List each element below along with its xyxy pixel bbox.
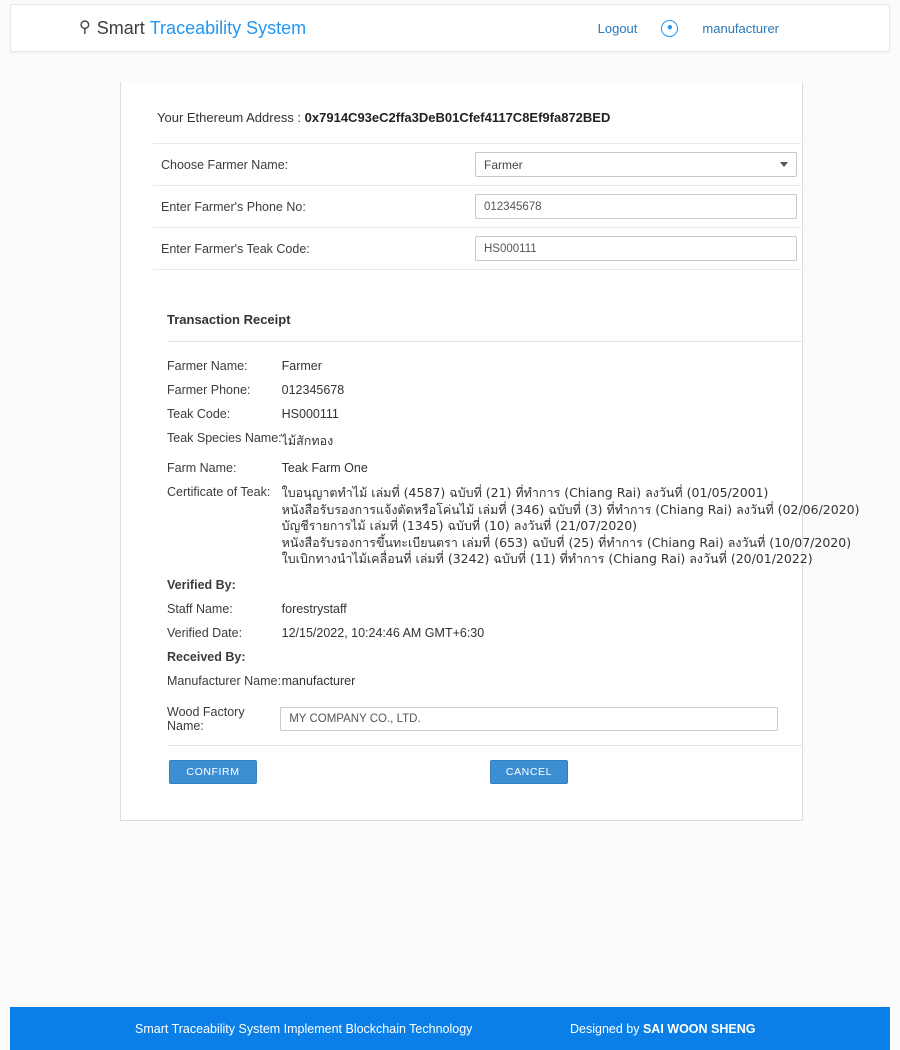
certificate-item: ใบอนุญาตทำไม้ เล่มที่ (4587) ฉบับที่ (21) ที่ทำการ (Chiang Rai) ลงวันที่ (01/05/2001): [281, 485, 769, 500]
ethereum-address-line: [157, 110, 778, 125]
receipt-certificate-label: Certificate of Teak:: [167, 485, 271, 499]
app-header: [10, 4, 890, 52]
receipt-species-label: Teak Species Name:: [167, 431, 282, 445]
footer-designed-by-prefix: Designed by: [570, 1021, 643, 1036]
receipt-farmer-name-value: Farmer: [281, 359, 322, 373]
receipt-divider: [167, 341, 803, 342]
receipt-details: [167, 354, 860, 693]
footer-right-text: [570, 1022, 755, 1036]
confirm-button[interactable]: CONFIRM: [169, 760, 257, 784]
action-buttons: [145, 760, 778, 786]
farmer-phone-label: Enter Farmer's Phone No:: [161, 199, 306, 214]
farmer-name-selected-value: Farmer: [484, 157, 523, 172]
receipt-certificate-list: [282, 480, 860, 573]
wood-factory-label: Wood Factory Name:: [167, 704, 245, 733]
cancel-button[interactable]: CANCEL: [490, 760, 568, 784]
certificate-item: ใบเบิกทางนำไม้เคลื่อนที่ เล่มที่ (3242) ฉบับที่ (11) ที่ทำการ (Chiang Rai) ลงวันที่ (20/01/2022): [281, 551, 813, 566]
receipt-farmer-name-label: Farmer Name:: [167, 359, 248, 373]
teak-code-label: Enter Farmer's Teak Code:: [161, 241, 310, 256]
logout-link[interactable]: Logout: [597, 20, 638, 36]
wood-factory-input[interactable]: [280, 707, 778, 731]
location-pin-icon: ⚲: [79, 19, 91, 36]
receipt-farm-name-label: Farm Name:: [167, 461, 237, 475]
teak-code-input[interactable]: [475, 236, 797, 261]
brand-second-word: Traceability System: [149, 17, 307, 38]
form-row-farmer-name: [153, 144, 801, 186]
receipt-staff-name-label: Staff Name:: [167, 601, 233, 616]
receipt-row-verified-by: [167, 573, 860, 597]
receipt-teak-code-value: HS000111: [281, 407, 339, 421]
brand-first-word: Smart: [96, 17, 145, 38]
receipt-farmer-phone-label: Farmer Phone:: [167, 383, 251, 397]
farmer-phone-input[interactable]: [475, 194, 797, 219]
certificate-item: หนังสือรับรองการแจ้งตัดหรือโค่นไม้ เล่มที่ (346) ฉบับที่ (3) ที่ทำการ (Chiang Rai) ลงวันที่ (02/06/2020): [281, 501, 860, 517]
brand: [79, 18, 306, 39]
form-row-teak-code: [153, 228, 801, 270]
farmer-name-label: Choose Farmer Name:: [161, 157, 289, 172]
page-footer: [10, 1007, 890, 1050]
ethereum-address-value: 0x7914C93eC2ffa3DeB01Cfef4117C8Ef9fa872BED: [304, 110, 611, 125]
card-body: [121, 82, 860, 820]
receipt-row-species: [167, 426, 860, 456]
receipt-teak-code-label: Teak Code:: [167, 407, 231, 421]
receipt-farm-name-value: Teak Farm One: [281, 461, 368, 475]
farmer-name-select[interactable]: [475, 152, 797, 177]
main-card: [120, 82, 860, 821]
footer-designer-name: SAI WOON SHENG: [642, 1021, 756, 1036]
footer-divider: [167, 745, 803, 746]
receipt-row-farmer-name: [167, 354, 860, 378]
receipt-row-verified-date: [167, 621, 860, 645]
receipt-verified-by-label: Verified By:: [167, 577, 236, 592]
ethereum-address-label: Your Ethereum Address :: [157, 110, 305, 125]
user-circle-icon[interactable]: ●: [661, 20, 678, 37]
footer-left-text: Smart Traceability System Implement Blockchain Technology: [135, 1021, 473, 1036]
username-link[interactable]: manufacturer: [702, 20, 779, 36]
receipt-row-certificates: [167, 480, 860, 573]
receipt-row-farmer-phone: [167, 378, 860, 402]
form-row-farmer-phone: [153, 186, 801, 228]
receipt-manufacturer-value: manufacturer: [281, 673, 356, 688]
receipt-row-teak-code: [167, 402, 860, 426]
receipt-verified-date-value: 12/15/2022, 10:24:46 AM GMT+6:30: [281, 625, 485, 640]
input-form: [153, 143, 801, 270]
header-actions: [598, 20, 779, 37]
certificate-item: บัญชีรายการไม้ เล่มที่ (1345) ฉบับที่ (10) ลงวันที่ (21/07/2020): [281, 518, 638, 533]
receipt-manufacturer-label: Manufacturer Name:: [167, 673, 281, 688]
wood-factory-row: [167, 705, 778, 733]
chevron-down-icon: [780, 162, 788, 167]
receipt-received-by-label: Received By:: [167, 649, 246, 664]
receipt-staff-name-value: forestrystaff: [281, 601, 347, 616]
receipt-species-value: ไม้สักทอง: [281, 433, 334, 448]
receipt-row-manufacturer: [167, 669, 860, 693]
certificate-item: หนังสือรับรองการขึ้นทะเบียนตรา เล่มที่ (653) ฉบับที่ (25) ที่ทำการ (Chiang Rai) ลงวันที่ (10/07/2020): [281, 534, 852, 550]
receipt-row-farm-name: [167, 456, 860, 480]
receipt-verified-date-label: Verified Date:: [167, 625, 243, 640]
receipt-row-staff-name: [167, 597, 860, 621]
receipt-farmer-phone-value: 012345678: [281, 383, 345, 397]
receipt-row-received-by: [167, 645, 860, 669]
transaction-receipt-title: Transaction Receipt: [167, 312, 291, 327]
